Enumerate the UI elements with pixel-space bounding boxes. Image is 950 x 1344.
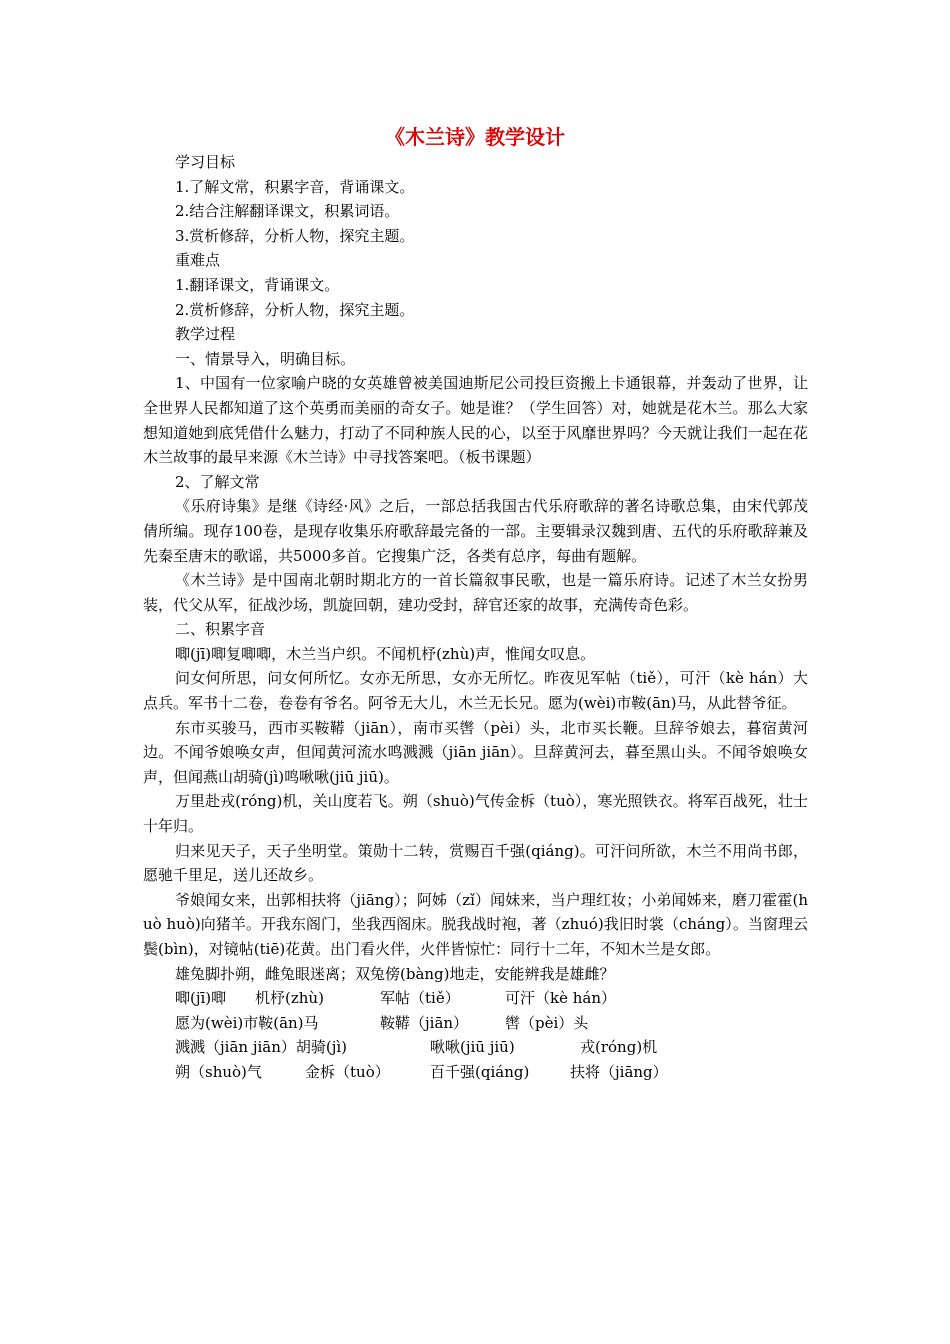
vocab-term: 溅溅（jiān jiān）胡骑(jì)	[175, 1038, 348, 1057]
document-body	[143, 150, 808, 1085]
vocab-term: 啾啾(jiū jiū)	[430, 1038, 515, 1057]
section-heading-key-points: 重难点	[175, 251, 221, 270]
process-step-heading: 2、了解文常	[175, 472, 260, 491]
vocab-term: 金柝（tuò）	[305, 1062, 390, 1081]
vocab-term: 唧(jī)唧	[175, 989, 227, 1008]
intro-paragraph: 1、中国有一位家喻户晓的女英雄曾被美国迪斯尼公司投巨资搬上卡通银幕，并轰动了世界，让全世界人民都知道了这个英勇而美丽的奇女子。她是谁？（学生回答）对，她就是花木兰。那么大家想知道她到底凭借什么魅力，打动了不同种族人民的心，以至于风靡世界吗？今天就让我们一起在花木兰故事的最早来源《木兰诗》中寻找答案吧。（板书课题）	[143, 374, 808, 467]
process-step-heading: 二、积累字音	[175, 620, 266, 639]
literary-background-paragraph: 《木兰诗》是中国南北朝时期北方的一首长篇叙事民歌，也是一篇乐府诗。记述了木兰女扮男装，代父从军，征战沙场，凯旋回朝，建功受封，辞官还家的故事，充满传奇色彩。	[143, 571, 808, 614]
vocab-row	[143, 1011, 808, 1036]
vocab-row	[143, 1035, 808, 1060]
process-step-heading: 一、情景导入，明确目标。	[175, 349, 356, 368]
vocab-term: 戎(róng)机	[580, 1038, 658, 1057]
poem-stanza: 雄兔脚扑朔，雌兔眼迷离；双兔傍(bàng)地走，安能辨我是雄雌？	[175, 964, 615, 983]
vocab-term: 辔（pèi）头	[505, 1013, 589, 1032]
poem-stanza: 问女何所思，问女何所忆。女亦无所思，女亦无所忆。昨夜见军帖（tiě），可汗（kè hán）大点兵。军书十二卷，卷卷有爷名。阿爷无大儿，木兰无长兄。愿为(wèi)市鞍(ān)马，从此替爷征。	[143, 669, 808, 713]
vocab-term: 扶将（jiāng）	[570, 1062, 668, 1081]
vocab-term: 军帖（tiě）	[380, 989, 460, 1008]
literary-background-paragraph: 《乐府诗集》是继《诗经·风》之后，一部总括我国古代乐府歌辞的著名诗歌总集，由宋代郭茂倩所编。现存100卷，是现存收集乐府歌辞最完备的一部。主要辑录汉魏到唐、五代的乐府歌辞兼及先秦至唐末的歌谣，共5000多首。它搜集广泛，各类有总序，每曲有题解。	[143, 497, 808, 565]
vocab-term: 百千强(qiáng)	[430, 1062, 530, 1081]
vocab-term: 鞍鞯（jiān）	[380, 1013, 469, 1032]
objective-item: 2.结合注解翻译课文，积累词语。	[175, 202, 400, 221]
poem-stanza: 东市买骏马，西市买鞍鞯（jiān），南市买辔（pèi）头，北市买长鞭。旦辞爷娘去，暮宿黄河边。不闻爷娘唤女声，但闻黄河流水鸣溅溅（jiān jiān）。旦辞黄河去，暮至黑山头。不闻爷娘唤女声，但闻燕山胡骑(jì)鸣啾啾(jiū jiū)。	[143, 718, 808, 786]
objective-item: 1.了解文常，积累字音，背诵课文。	[175, 177, 415, 196]
key-point-item: 1.翻译课文，背诵课文。	[175, 275, 340, 294]
vocab-row	[143, 986, 808, 1011]
vocab-term: 可汗（kè hán）	[505, 989, 616, 1008]
poem-stanza: 归来见天子，天子坐明堂。策勋十二转，赏赐百千强(qiáng)。可汗问所欲，木兰不用尚书郎，愿驰千里足，送儿还故乡。	[143, 841, 808, 885]
vocab-term: 机杼(zhù)	[255, 989, 324, 1008]
document-title: 《木兰诗》教学设计	[385, 125, 565, 149]
vocab-term: 朔（shuò)气	[175, 1062, 262, 1081]
vocab-term: 愿为(wèi)市鞍(ān)马	[175, 1013, 319, 1032]
poem-stanza: 唧(jī)唧复唧唧，木兰当户织。不闻机杼(zhù)声，惟闻女叹息。	[175, 644, 596, 663]
section-heading-objectives: 学习目标	[175, 153, 236, 171]
key-point-item: 2.赏析修辞，分析人物，探究主题。	[175, 300, 415, 319]
poem-stanza: 万里赴戎(róng)机，关山度若飞。朔（shuò)气传金柝（tuò），寒光照铁衣。将军百战死，壮士十年归。	[143, 792, 808, 836]
poem-stanza: 爷娘闻女来，出郭相扶将（jiāng）；阿姊（zǐ）闻妹来，当户理红妆；小弟闻姊来，磨刀霍霍(huò huò)向猪羊。开我东阁门，坐我西阁床。脱我战时袍，著（zhuó)我旧时裳（cháng）。当窗理云鬓(bìn)，对镜帖(tiē)花黄。出门看火伴，火伴皆惊忙：同行十二年，不知木兰是女郎。	[143, 890, 808, 958]
section-heading-process: 教学过程	[175, 325, 236, 344]
objective-item: 3.赏析修辞，分析人物，探究主题。	[175, 226, 415, 245]
vocab-row	[143, 1060, 808, 1085]
